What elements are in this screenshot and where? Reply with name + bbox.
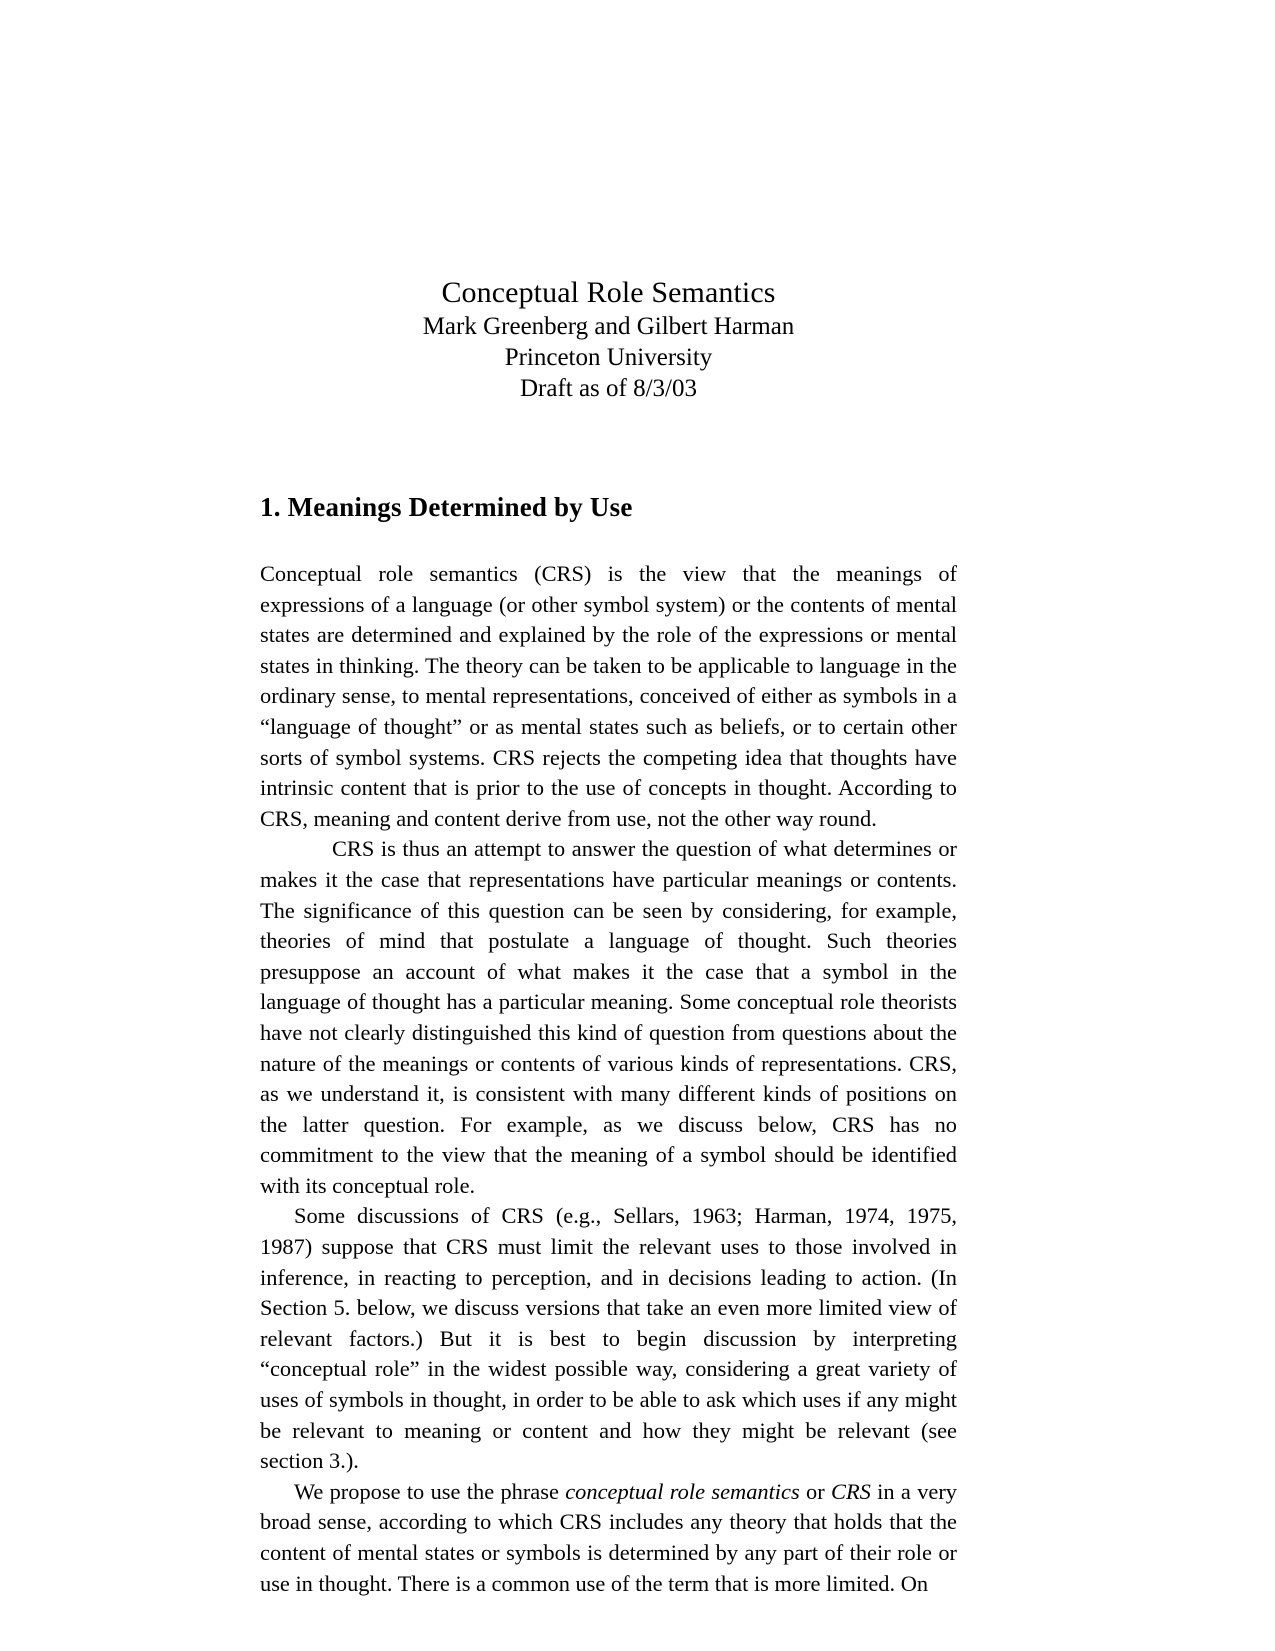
paragraph-4-italic-term-1: conceptual role semantics	[565, 1478, 800, 1504]
title-block	[260, 275, 957, 404]
paragraph-4-text-1: We propose to use the phrase	[294, 1478, 566, 1504]
paragraph-4-text-3: in a very broad sense, according to which CRS includes any theory that holds that the content of mental states or symbols is determined by any part of their role or use in thought. There is a common use of the term that is more limited. On	[260, 1478, 957, 1596]
paragraph-3: Some discussions of CRS (e.g., Sellars, 1963; Harman, 1974, 1975, 1987) suppose that CRS must limit the relevant uses to those involved in inference, in reacting to perception, and in decisions leading to action. (In Section 5. below, we discuss versions that take an even more limited view of relevant factors.) But it is best to begin discussion by interpreting “conceptual role” in the widest possible way, considering a great variety of uses of symbols in thought, in order to be able to ask which uses if any might be relevant to meaning or content and how they might be relevant (see section 3.).	[260, 1203, 957, 1474]
authors-line: Mark Greenberg and Gilbert Harman	[422, 313, 795, 340]
paragraph-1: Conceptual role semantics (CRS) is the view that the meanings of expressions of a language (or other symbol system) or the contents of mental states are determined and explained by the role of the expressions or mental states in thinking. The theory can be taken to be applicable to language in the ordinary sense, to mental representations, conceived of either as symbols in a “language of thought” or as mental states such as beliefs, or to certain other sorts of symbol systems. CRS rejects the competing idea that thoughts have intrinsic content that is prior to the use of concepts in thought. According to CRS, meaning and content derive from use, not the other way round.	[260, 561, 957, 831]
body-text	[260, 523, 957, 1599]
paragraph-4-italic-term-2: CRS	[831, 1478, 871, 1504]
paragraph-4	[260, 1477, 957, 1599]
draft-date-line: Draft as of 8/3/03	[519, 375, 698, 402]
paragraph-2: CRS is thus an attempt to answer the question of what determines or makes it the case that representations have particular meanings or contents. The significance of this question can be seen by considering, for example, theories of mind that postulate a language of thought. Such theories presuppose an account of what makes it the case that a symbol in the language of thought has a particular meaning. Some conceptual role theorists have not clearly distinguished this kind of question from questions about the nature of the meanings or contents of various kinds of representations. CRS, as we understand it, is consistent with many different kinds of positions on the latter question. For example, as we discuss below, CRS has no commitment to the view that the meaning of a symbol should be identified with its conceptual role.	[260, 836, 957, 1198]
paragraph-4-text-2: or	[799, 1478, 832, 1504]
page-title: Conceptual Role Semantics	[441, 276, 776, 309]
page-content	[260, 0, 957, 1599]
section-heading-1: 1. Meanings Determined by Use	[260, 492, 633, 522]
affiliation-line: Princeton University	[504, 344, 713, 371]
